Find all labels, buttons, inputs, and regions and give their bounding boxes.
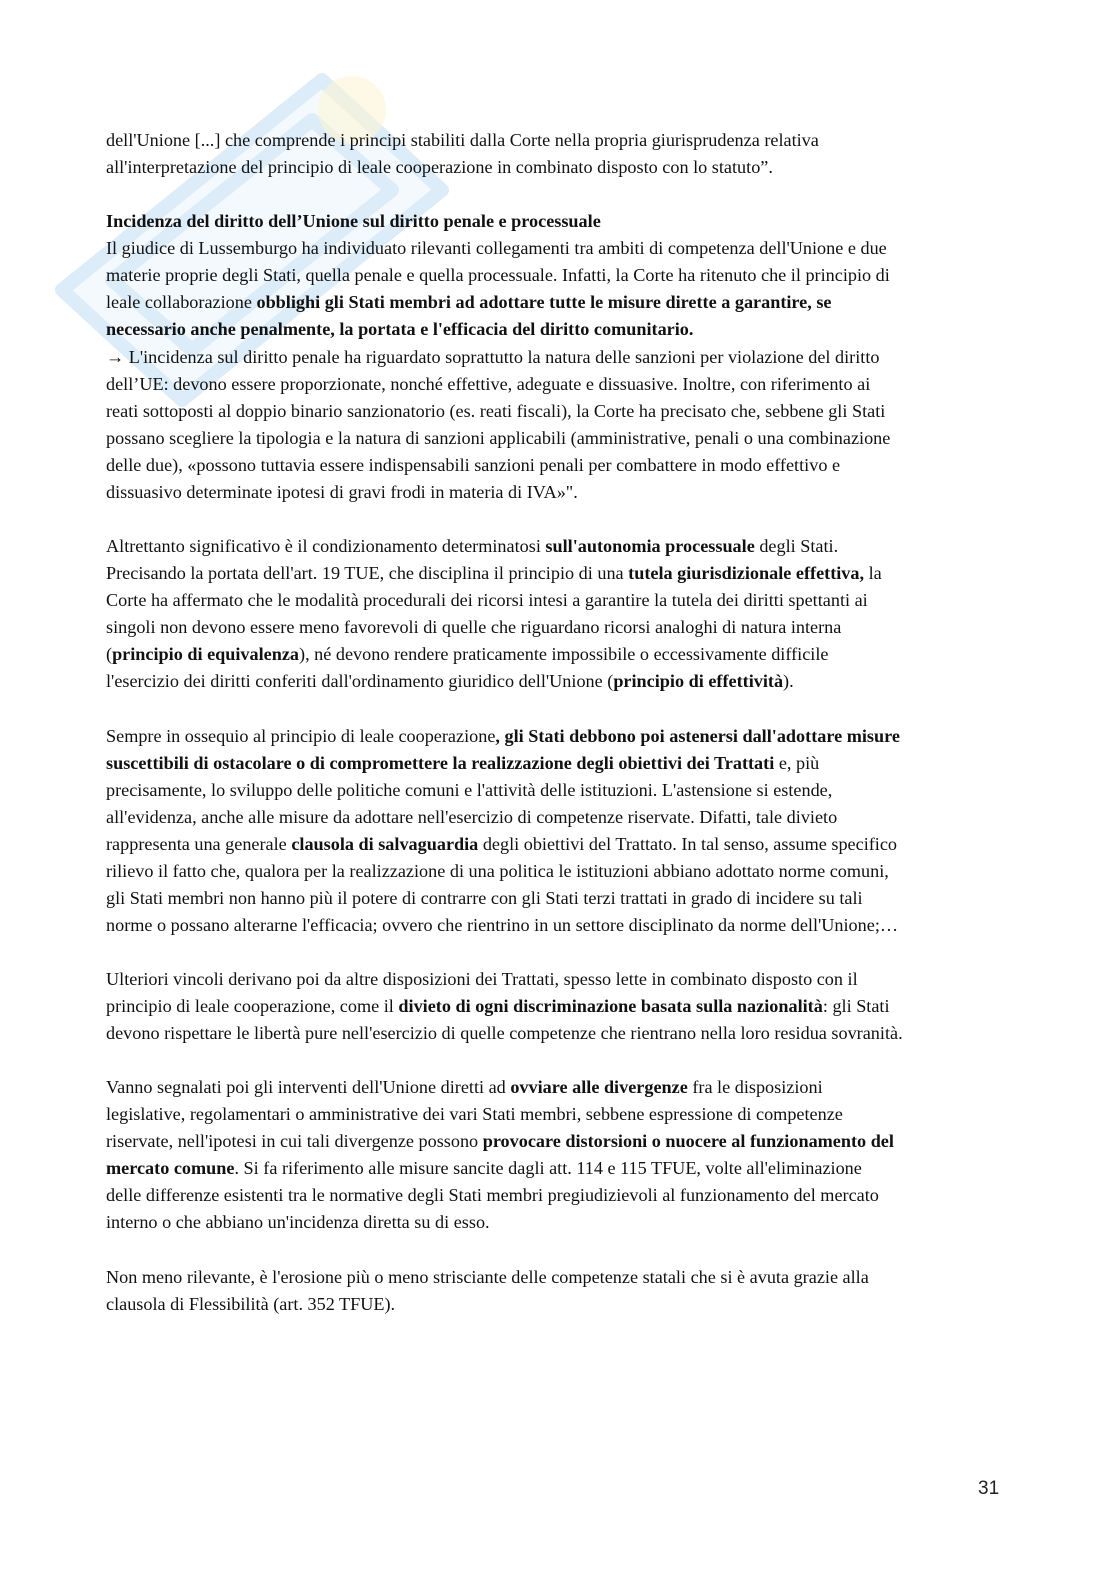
text-run: precisamente, lo sviluppo delle politiche comuni e l'attività delle istituzioni. L'astensione si estende, bbox=[106, 780, 833, 800]
bold-text: principio di equivalenza bbox=[112, 644, 300, 664]
text-run: dell'Unione [...] che comprende i principi stabiliti dalla Corte nella propria giurisprudenza relativa bbox=[106, 130, 819, 150]
text-line bbox=[106, 750, 1006, 777]
text-line bbox=[106, 614, 1006, 641]
text-line bbox=[106, 723, 1006, 750]
text-run: reati sottoposti al doppio binario sanzionatorio (es. reati fiscali), la Corte ha precisato che, sebbene gli Stati bbox=[106, 401, 886, 421]
text-line bbox=[106, 127, 1006, 154]
text-run: degli obiettivi del Trattato. In tal senso, assume specifico bbox=[478, 834, 898, 854]
bold-text: sull'autonomia processuale bbox=[545, 536, 755, 556]
text-run: all'interpretazione del principio di leale cooperazione in combinato disposto con lo statuto”. bbox=[106, 157, 773, 177]
text-line bbox=[106, 587, 1006, 614]
text-run: fra le disposizioni bbox=[687, 1077, 823, 1097]
page-number: 31 bbox=[978, 1478, 1000, 1499]
text-run: Non meno rilevante, è l'erosione più o meno strisciante delle competenze statali che si è avuta grazie alla bbox=[106, 1267, 869, 1287]
text-run: Corte ha affermato che le modalità procedurali dei ricorsi intesi a garantire la tutela dei diritti spettanti ai bbox=[106, 590, 868, 610]
text-run: Vanno segnalati poi gli interventi dell'Unione diretti ad bbox=[106, 1077, 511, 1097]
text-line bbox=[106, 858, 1006, 885]
text-run: degli Stati. bbox=[754, 536, 839, 556]
text-line bbox=[106, 479, 1006, 506]
bold-text: obblighi gli Stati membri ad adottare tutte le misure dirette a garantire, se bbox=[256, 292, 832, 312]
text-run: → L'incidenza sul diritto penale ha riguardato soprattutto la natura delle sanzioni per violazione del diritto bbox=[106, 347, 880, 367]
text-line bbox=[106, 1020, 1006, 1047]
bold-text: , gli Stati debbono poi astenersi dall'adottare misure bbox=[495, 726, 900, 746]
bold-text: ovviare alle divergenze bbox=[510, 1077, 688, 1097]
text-line bbox=[106, 1128, 1006, 1155]
bold-text: mercato comune bbox=[106, 1158, 235, 1178]
bold-text: suscettibili di ostacolare o di compromettere la realizzazione degli obiettivi dei Trattati bbox=[106, 753, 775, 773]
text-run: all'evidenza, anche alle misure da adottare nell'esercizio di competenze riservate. Difatti, tale divieto bbox=[106, 807, 838, 827]
text-line bbox=[106, 452, 1006, 479]
text-line bbox=[106, 1209, 1006, 1236]
text-line bbox=[106, 316, 1006, 343]
text-run: la bbox=[864, 563, 882, 583]
text-line bbox=[106, 641, 1006, 668]
text-run: ( bbox=[106, 644, 113, 664]
text-line bbox=[106, 885, 1006, 912]
text-run: clausola di Flessibilità (art. 352 TFUE). bbox=[106, 1294, 396, 1314]
text-run: delle differenze esistenti tra le normative degli Stati membri pregiudizievoli al funzionamento del mercato bbox=[106, 1185, 879, 1205]
text-run: e, più bbox=[774, 753, 820, 773]
bold-text: tutela giurisdizionale effettiva, bbox=[628, 563, 865, 583]
text-line bbox=[106, 1264, 1006, 1291]
text-line bbox=[106, 262, 1006, 289]
text-line bbox=[106, 154, 1006, 181]
text-run: ), né devono rendere praticamente impossibile o eccessivamente difficile bbox=[299, 644, 829, 664]
text-line bbox=[106, 1182, 1006, 1209]
text-line bbox=[106, 560, 1006, 587]
text-run: interno o che abbiano un'incidenza diretta su di esso. bbox=[106, 1212, 490, 1232]
text-line bbox=[106, 289, 1006, 316]
text-line bbox=[106, 533, 1006, 560]
text-line bbox=[106, 344, 1006, 371]
text-run: materie proprie degli Stati, quella penale e quella processuale. Infatti, la Corte ha ritenuto che il principio di bbox=[106, 265, 890, 285]
text-run: ). bbox=[783, 671, 794, 691]
text-run: singoli non devono essere meno favorevoli di quelle che riguardano ricorsi analoghi di natura interna bbox=[106, 617, 842, 637]
text-run: Il giudice di Lussemburgo ha individuato rilevanti collegamenti tra ambiti di competenza dell'Unione e due bbox=[106, 238, 887, 258]
text-run: Sempre in ossequio al principio di leale cooperazione bbox=[106, 726, 496, 746]
text-line bbox=[106, 1291, 1006, 1318]
text-run: rilievo il fatto che, qualora per la realizzazione di una politica le istituzioni abbiano adottato norme comuni, bbox=[106, 861, 889, 881]
bold-text: divieto di ogni discriminazione basata sulla nazionalità bbox=[398, 996, 823, 1016]
text-line bbox=[106, 371, 1006, 398]
text-line bbox=[106, 966, 1006, 993]
text-run: delle due), «possono tuttavia essere indispensabili sanzioni penali per combattere in modo effettivo e bbox=[106, 455, 841, 475]
text-run: l'esercizio dei diritti conferiti dall'ordinamento giuridico dell'Unione ( bbox=[106, 671, 614, 691]
text-run: gli Stati membri non hanno più il potere di contrarre con gli Stati terzi trattati in grado di incidere su tali bbox=[106, 888, 863, 908]
bold-text: necessario anche penalmente, la portata e l'efficacia del diritto comunitario. bbox=[106, 319, 694, 339]
text-run: Altrettanto significativo è il condizionamento determinatosi bbox=[106, 536, 546, 556]
text-run: principio di leale cooperazione, come il bbox=[106, 996, 399, 1016]
bold-text: clausola di salvaguardia bbox=[291, 834, 479, 854]
text-line bbox=[106, 993, 1006, 1020]
text-run: dell’UE: devono essere proporzionate, nonché effettive, adeguate e dissuasive. Inoltre, con riferimento ai bbox=[106, 374, 871, 394]
text-line bbox=[106, 1155, 1006, 1182]
bold-text: principio di effettività bbox=[613, 671, 784, 691]
text-run: rappresenta una generale bbox=[106, 834, 292, 854]
text-line bbox=[106, 235, 1006, 262]
text-run: norme o possano alterarne l'efficacia; ovvero che rientrino in un settore disciplinato da norme dell'Unione;… bbox=[106, 915, 899, 935]
text-run: riservate, nell'ipotesi in cui tali divergenze possono bbox=[106, 1131, 483, 1151]
text-run: . Si fa riferimento alle misure sancite dagli att. 114 e 115 TFUE, volte all'eliminazione bbox=[234, 1158, 862, 1178]
text-run: possano scegliere la tipologia e la natura di sanzioni applicabili (amministrative, penali o una combinazione bbox=[106, 428, 891, 448]
text-line bbox=[106, 777, 1006, 804]
text-line bbox=[106, 912, 1006, 939]
text-run: Ulteriori vincoli derivano poi da altre disposizioni dei Trattati, spesso lette in combinato disposto con il bbox=[106, 969, 858, 989]
text-run: devono rispettare le libertà pure nell'esercizio di quelle competenze che rientrano nella loro residua sovranità. bbox=[106, 1023, 903, 1043]
bold-text: provocare distorsioni o nuocere al funzionamento del bbox=[482, 1131, 894, 1151]
text-line bbox=[106, 1074, 1006, 1101]
text-line bbox=[106, 398, 1006, 425]
text-run: dissuasivo determinate ipotesi di gravi frodi in materia di IVA»". bbox=[106, 482, 578, 502]
text-line bbox=[106, 831, 1006, 858]
text-line bbox=[106, 804, 1006, 831]
text-run: : gli Stati bbox=[822, 996, 890, 1016]
section-heading bbox=[106, 208, 1006, 235]
text-run: leale collaborazione bbox=[106, 292, 257, 312]
text-line bbox=[106, 668, 1006, 695]
text-run: Precisando la portata dell'art. 19 TUE, che disciplina il principio di una bbox=[106, 563, 629, 583]
text-run: legislative, regolamentari o amministrative dei vari Stati membri, sebbene espressione di competenze bbox=[106, 1104, 843, 1124]
bold-text: Incidenza del diritto dell’Unione sul diritto penale e processuale bbox=[106, 211, 601, 231]
text-line bbox=[106, 1101, 1006, 1128]
text-line bbox=[106, 425, 1006, 452]
